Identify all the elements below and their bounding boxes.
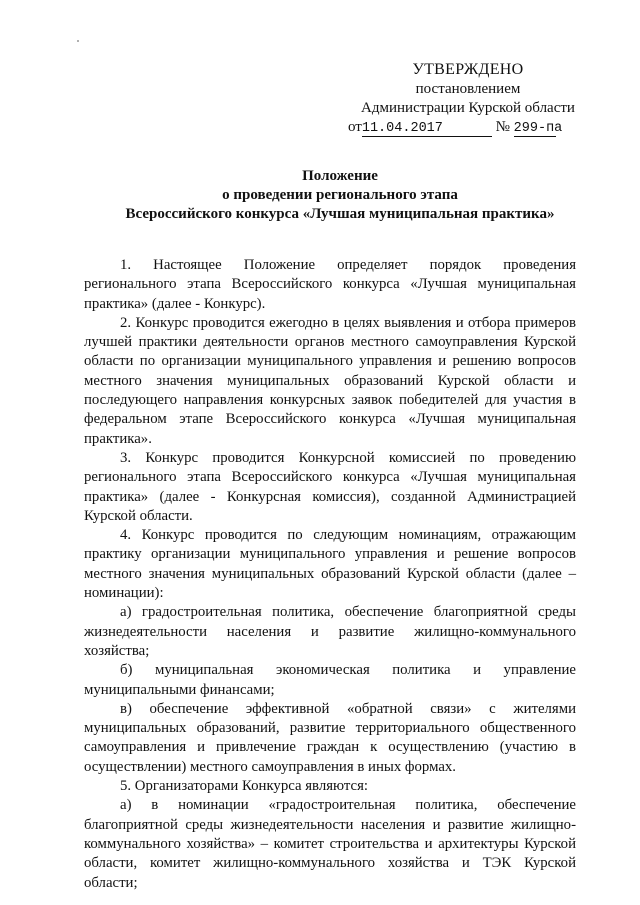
organizer-a: а) в номинации «градостроительная политика, обеспечение благоприятной среды жизнедеятельности населения и развитие жилищно-коммунального хозяйства» – комитет строительства и архитектуры Курской области, комитет жилищно-коммунального хозяйства и ТЭК Курской области;: [84, 797, 576, 891]
approval-date-line: [348, 118, 578, 137]
title-line-3: Всероссийского конкурса «Лучшая муниципальная практика»: [125, 206, 555, 222]
approval-line-1: постановлением: [415, 81, 521, 97]
approval-line-2: Администрации Курской области: [361, 100, 575, 116]
paragraph-5: 5. Организаторами Конкурса являются:: [120, 778, 369, 795]
approval-number: 299-па: [513, 121, 563, 136]
document-body: [84, 256, 576, 893]
approval-heading: УТВЕРЖДЕНО: [412, 61, 524, 78]
document-title: [80, 167, 600, 224]
paragraph-4: 4. Конкурс проводится по следующим номинациям, отражающим практику организации муниципального управления и решение вопросов местного значения муниципальных образований Курской области (далее – номинации):: [84, 527, 576, 602]
title-line-1: Положение: [302, 168, 378, 184]
nomination-c: в) обеспечение эффективной «обратной связи» с жителями муниципальных образований, развитие территориального общественного самоуправления и привлечение граждан к осуществлению (участию в осуществлении) местного самоуправления в иных формах.: [84, 700, 576, 775]
scan-speck: [77, 40, 79, 42]
nomination-b: б) муниципальная экономическая политика и управление муниципальными финансами;: [84, 662, 576, 698]
paragraph-3: 3. Конкурс проводится Конкурсной комиссией по проведению регионального этапа Всероссийского конкурса «Лучшая муниципальная практика» (далее - Конкурсная комиссия), созданной Администрацией Курской области.: [84, 449, 576, 524]
paragraph-2: 2. Конкурс проводится ежегодно в целях выявления и отбора примеров лучшей практики деятельности органов местного самоуправления Курской области по организации муниципального управления и решению вопросов местного значения муниципальных образований Курской области и последующего направления конкурсных заявок победителей для участия в федеральном этапе Всероссийского конкурса «Лучшая муниципальная практика».: [84, 314, 576, 447]
title-line-2: о проведении регионального этапа: [222, 187, 458, 203]
nomination-a: а) градостроительная политика, обеспечение благоприятной среды жизнедеятельности населения и развитие жилищно-коммунального хозяйства;: [84, 604, 576, 659]
approval-date: 11.04.2017: [362, 122, 492, 137]
approval-stamp: [348, 60, 578, 137]
paragraph-1: 1. Настоящее Положение определяет порядок проведения регионального этапа Всероссийского конкурса «Лучшая муниципальная практика» (далее - Конкурс).: [84, 257, 576, 312]
number-prefix: №: [495, 119, 510, 135]
date-prefix: от: [348, 119, 362, 135]
